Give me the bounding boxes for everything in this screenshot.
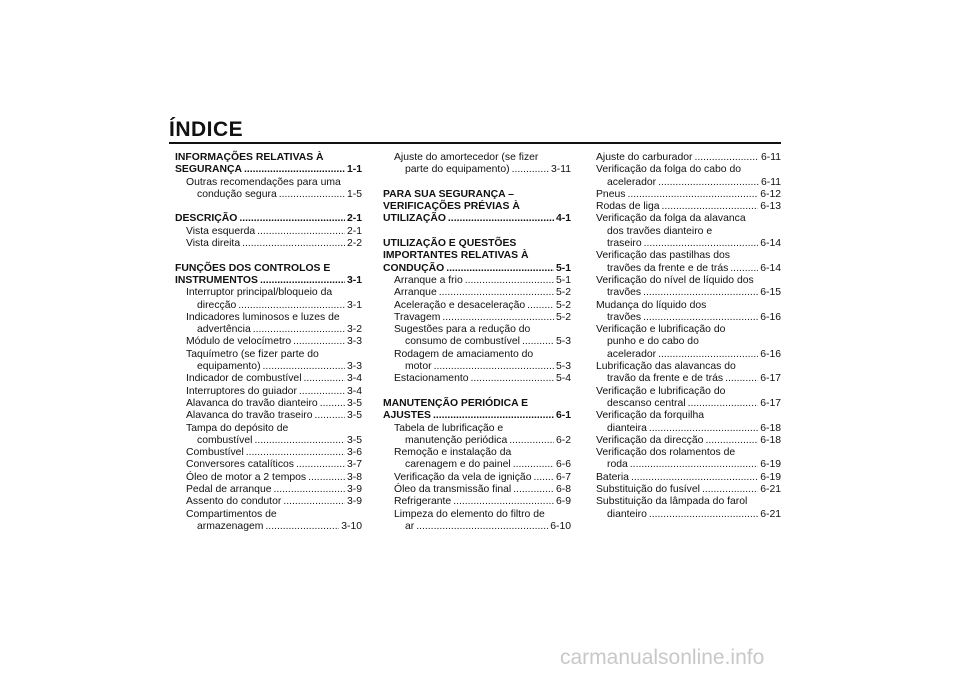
toc-entry-title: carenagem e do painel xyxy=(405,459,511,471)
toc-entry[interactable] xyxy=(383,263,571,275)
toc-entry-title: Verificação da forquilha xyxy=(596,410,705,422)
toc-page-number: 6-18 xyxy=(760,422,781,434)
toc-page-number: 3-4 xyxy=(346,385,362,397)
leader-dots xyxy=(279,189,345,201)
toc-page-number: 6-7 xyxy=(555,471,571,483)
leader-dots xyxy=(649,509,758,521)
toc-entry[interactable] xyxy=(175,484,362,496)
toc-entry[interactable] xyxy=(596,398,781,410)
toc-entry-title: Arranque a frio xyxy=(394,274,463,286)
toc-entry-title: motor xyxy=(405,361,432,373)
leader-dots xyxy=(254,435,345,447)
toc-entry[interactable] xyxy=(596,152,781,164)
leader-dots xyxy=(293,336,345,348)
toc-entry[interactable] xyxy=(175,164,362,176)
toc-entry[interactable] xyxy=(175,386,362,398)
toc-entry-title: advertência xyxy=(197,324,251,336)
toc-entry-title: travão da frente e de trás xyxy=(607,373,724,385)
toc-page-number: 2-1 xyxy=(346,213,362,225)
toc-entry[interactable] xyxy=(596,238,781,250)
leader-dots xyxy=(725,373,758,385)
toc-entry-title: Alavanca do travão dianteiro xyxy=(186,397,318,409)
toc-entry-title: Óleo de motor a 2 tempos xyxy=(186,471,307,483)
toc-entry[interactable] xyxy=(383,164,571,176)
toc-entry-title: CONDUÇÃO xyxy=(383,262,445,274)
toc-page-number: 1-5 xyxy=(346,188,362,200)
toc-column-2 xyxy=(383,152,571,533)
leader-dots xyxy=(694,152,759,164)
toc-entry[interactable] xyxy=(175,300,362,312)
toc-entry[interactable] xyxy=(175,189,362,201)
toc-entry[interactable] xyxy=(383,435,571,447)
leader-dots xyxy=(533,472,553,484)
toc-entry[interactable] xyxy=(596,472,781,484)
leader-dots xyxy=(522,336,554,348)
toc-entry-title: Outras recomendações para uma xyxy=(186,176,341,188)
leader-dots xyxy=(257,226,345,238)
toc-entry-title: armazenagem xyxy=(197,520,264,532)
toc-entry[interactable] xyxy=(383,287,571,299)
toc-page-number: 5-1 xyxy=(555,274,571,286)
toc-entry[interactable] xyxy=(383,459,571,471)
toc-entry[interactable] xyxy=(596,373,781,385)
toc-entry[interactable] xyxy=(383,410,571,422)
toc-entry-title: Interruptores do guiador xyxy=(186,385,297,397)
toc-page-number: 6-21 xyxy=(760,508,781,520)
toc-entry-title: roda xyxy=(607,459,628,471)
toc-entry-title: AJUSTES xyxy=(383,410,431,422)
leader-dots xyxy=(649,423,758,435)
toc-entry-title: direcção xyxy=(197,299,237,311)
toc-page-number: 6-15 xyxy=(760,287,781,299)
toc-entry-title: SEGURANÇA xyxy=(175,164,242,176)
leader-dots xyxy=(643,312,758,324)
toc-page-number: 6-19 xyxy=(760,459,781,471)
toc-entry[interactable] xyxy=(175,361,362,373)
toc-entry-title: Verificação do nível de líquido dos xyxy=(596,274,754,286)
toc-entry-title: Ajuste do carburador xyxy=(596,152,693,163)
leader-dots xyxy=(442,312,554,324)
leader-dots xyxy=(244,164,345,176)
toc-entry-title: Sugestões para a redução do xyxy=(394,324,531,336)
toc-entry[interactable] xyxy=(175,373,362,385)
leader-dots xyxy=(509,435,554,447)
leader-dots xyxy=(274,484,345,496)
toc-entry-title: Ajuste do amortecedor (se fizer xyxy=(394,152,539,163)
leader-dots xyxy=(416,521,548,533)
leader-dots xyxy=(643,287,758,299)
toc-page-number: 6-10 xyxy=(550,520,571,532)
toc-entry[interactable] xyxy=(175,410,362,422)
toc-entry-title: Combustível xyxy=(186,447,244,459)
toc-page-number: 3-5 xyxy=(346,410,362,422)
toc-entry[interactable] xyxy=(383,213,571,225)
toc-entry-title: descanso central xyxy=(607,397,686,409)
leader-dots xyxy=(253,324,345,336)
toc-entry-title: parte do equipamento) xyxy=(405,164,510,176)
toc-page-number: 6-6 xyxy=(555,459,571,471)
leader-dots xyxy=(705,435,758,447)
leader-dots xyxy=(471,373,554,385)
toc-entry-title: acelerador xyxy=(607,176,657,188)
toc-entry[interactable] xyxy=(175,336,362,348)
toc-entry-title: dianteiro xyxy=(607,508,647,520)
leader-dots xyxy=(239,213,345,225)
toc-heading: UTILIZAÇÃO E QUESTÕES xyxy=(383,238,517,250)
toc-entry-title: Mudança do líquido dos xyxy=(596,299,707,311)
toc-entry-title: acelerador xyxy=(607,348,657,360)
toc-entry-title: Travagem xyxy=(394,311,441,323)
toc-entry[interactable] xyxy=(383,521,571,533)
toc-page-number: 3-11 xyxy=(550,164,571,176)
toc-page-number: 6-2 xyxy=(555,434,571,446)
toc-page-number: 3-1 xyxy=(346,299,362,311)
toc-heading: PARA SUA SEGURANÇA – xyxy=(383,188,514,200)
toc-entry-title: INSTRUMENTOS xyxy=(175,274,258,286)
toc-entry[interactable] xyxy=(596,312,781,324)
toc-page-number: 3-3 xyxy=(346,361,362,373)
toc-entry-title: condução segura xyxy=(197,188,277,200)
toc-page-number: 6-17 xyxy=(760,397,781,409)
toc-entry[interactable] xyxy=(175,238,362,250)
toc-entry-title: Interruptor principal/bloqueio da xyxy=(186,287,333,299)
toc-entry-title: Rodas de liga xyxy=(596,201,660,213)
toc-page-number: 3-1 xyxy=(346,274,362,286)
leader-dots xyxy=(627,189,758,201)
toc-entry-title: Conversores catalíticos xyxy=(186,459,294,471)
toc-entry-title: Tampa do depósito de xyxy=(186,422,289,434)
toc-page-number: 3-10 xyxy=(341,520,362,532)
toc-page-number: 3-4 xyxy=(346,373,362,385)
toc-entry-title: Vista direita xyxy=(186,238,241,250)
leader-dots xyxy=(702,484,758,496)
toc-entry-title: Óleo da transmissão final xyxy=(394,484,512,496)
toc-entry[interactable] xyxy=(596,484,781,496)
toc-page-number: 6-9 xyxy=(555,496,571,508)
toc-page-number: 6-11 xyxy=(760,176,781,188)
toc-entry[interactable] xyxy=(596,189,781,201)
toc-page-number: 2-2 xyxy=(346,238,362,250)
toc-entry[interactable] xyxy=(383,373,571,385)
toc-entry-title: Bateria xyxy=(596,471,629,483)
toc-heading: FUNÇÕES DOS CONTROLOS E xyxy=(175,262,331,274)
toc-page-number: 3-5 xyxy=(346,434,362,446)
toc-entry-title: Aceleração e desaceleração xyxy=(394,299,526,311)
leader-dots xyxy=(512,164,549,176)
leader-dots xyxy=(658,177,759,189)
toc-entry[interactable] xyxy=(383,275,571,287)
leader-dots xyxy=(433,410,554,422)
leader-dots xyxy=(465,275,554,287)
toc-entry-title: equipamento) xyxy=(197,361,261,373)
watermark-text: carmanualsonline.info xyxy=(560,646,765,669)
toc-page-number: 6-16 xyxy=(760,348,781,360)
toc-entry-title: Substituição da lâmpada do farol xyxy=(596,496,748,508)
toc-entry-title: Arranque xyxy=(394,287,437,299)
toc-entry-title: DESCRIÇÃO xyxy=(175,213,238,225)
toc-entry[interactable] xyxy=(383,336,571,348)
toc-entry-title: Compartimentos de xyxy=(186,508,277,520)
leader-dots xyxy=(296,459,345,471)
leader-dots xyxy=(446,263,554,275)
toc-entry-title: Indicador de combustível xyxy=(186,373,302,385)
toc-entry[interactable] xyxy=(175,472,362,484)
toc-page-number: 4-1 xyxy=(555,213,571,225)
toc-entry[interactable] xyxy=(596,435,781,447)
toc-entry-title: Assento do condutor xyxy=(186,496,282,508)
toc-entry[interactable] xyxy=(596,263,781,275)
toc-entry-title: Verificação das pastilhas dos xyxy=(596,250,731,262)
toc-entry-title: Verificação da folga da alavanca xyxy=(596,213,746,225)
toc-entry[interactable] xyxy=(175,213,362,225)
leader-dots xyxy=(658,349,758,361)
toc-entry-title: travões xyxy=(607,311,642,323)
toc-entry-title: Estacionamento xyxy=(394,373,469,385)
toc-entry-title: UTILIZAÇÃO xyxy=(383,213,446,225)
toc-entry-title: Indicadores luminosos e luzes de xyxy=(186,311,340,323)
toc-entry[interactable] xyxy=(596,287,781,299)
leader-dots xyxy=(439,287,554,299)
toc-entry-title: combustível xyxy=(197,434,253,446)
toc-entry-title: punho e do cabo do xyxy=(607,336,699,348)
toc-entry[interactable] xyxy=(175,324,362,336)
toc-page-number: 5-2 xyxy=(555,311,571,323)
leader-dots xyxy=(315,410,345,422)
toc-entry-title: Alavanca do travão traseiro xyxy=(186,410,313,422)
toc-entry-title: Refrigerante xyxy=(394,496,452,508)
toc-entry[interactable] xyxy=(175,435,362,447)
leader-dots xyxy=(238,300,345,312)
toc-entry-title: traseiro xyxy=(607,238,642,250)
toc-entry[interactable] xyxy=(383,312,571,324)
leader-dots xyxy=(630,459,758,471)
toc-entry[interactable] xyxy=(596,459,781,471)
toc-entry-title: travões xyxy=(607,287,642,299)
toc-entry-title: consumo de combustível xyxy=(405,336,520,348)
toc-column-1 xyxy=(175,152,362,533)
toc-page-number: 5-1 xyxy=(555,262,571,274)
toc-page-number: 5-2 xyxy=(555,287,571,299)
toc-page-number: 6-21 xyxy=(760,484,781,496)
leader-dots xyxy=(448,213,554,225)
leader-dots xyxy=(662,201,759,213)
toc-entry[interactable] xyxy=(596,509,781,521)
toc-page-number: 3-8 xyxy=(346,471,362,483)
toc-page-number: 6-19 xyxy=(760,471,781,483)
toc-entry[interactable] xyxy=(175,447,362,459)
toc-entry-title: Rodagem de amaciamento do xyxy=(394,348,534,360)
toc-entry-title: dianteira xyxy=(607,422,647,434)
leader-dots xyxy=(304,373,345,385)
toc-entry[interactable] xyxy=(175,496,362,508)
leader-dots xyxy=(265,521,339,533)
leader-dots xyxy=(453,496,554,508)
toc-entry[interactable] xyxy=(383,300,571,312)
toc-entry-title: travões da frente e de trás xyxy=(607,262,729,274)
toc-page-number: 3-5 xyxy=(346,397,362,409)
toc-entry[interactable] xyxy=(175,459,362,471)
toc-heading: IMPORTANTES RELATIVAS À xyxy=(383,250,529,262)
leader-dots xyxy=(283,496,345,508)
toc-entry-title: Módulo de velocímetro xyxy=(186,336,292,348)
toc-entry-title: Verificação da vela de ignição xyxy=(394,471,532,483)
toc-page-number: 3-6 xyxy=(346,447,362,459)
toc-column-3 xyxy=(596,152,781,521)
toc-entry-title: manutenção periódica xyxy=(405,434,508,446)
toc-entry-title: Pneus xyxy=(596,188,626,200)
toc-page-number: 6-13 xyxy=(760,201,781,213)
toc-page-number: 5-3 xyxy=(555,361,571,373)
toc-entry-title: Pedal de arranque xyxy=(186,484,272,496)
toc-entry-title: dos travões dianteiro e xyxy=(607,225,713,237)
toc-page-number: 5-4 xyxy=(555,373,571,385)
toc-entry-title: Substituição do fusível xyxy=(596,484,700,496)
title-rule xyxy=(169,142,781,144)
leader-dots xyxy=(320,398,345,410)
toc-entry[interactable] xyxy=(596,423,781,435)
toc-page-number: 6-14 xyxy=(760,238,781,250)
toc-page-number: 6-1 xyxy=(555,410,571,422)
toc-entry[interactable] xyxy=(596,177,781,189)
toc-entry-title: Vista esquerda xyxy=(186,225,256,237)
toc-page-number: 6-8 xyxy=(555,484,571,496)
leader-dots xyxy=(513,459,554,471)
toc-page-number: 2-1 xyxy=(346,225,362,237)
toc-entry-title: Tabela de lubrificação e xyxy=(394,422,504,434)
leader-dots xyxy=(299,386,345,398)
leader-dots xyxy=(263,361,345,373)
leader-dots xyxy=(688,398,759,410)
toc-heading: INFORMAÇÕES RELATIVAS À xyxy=(175,152,324,163)
toc-page-number: 5-3 xyxy=(555,336,571,348)
toc-entry[interactable] xyxy=(383,361,571,373)
toc-entry-title: Verificação da folga do cabo do xyxy=(596,164,741,176)
toc-entry-title: Verificação e lubrificação do xyxy=(596,324,726,336)
toc-heading: MANUTENÇÃO PERIÓDICA E xyxy=(383,397,529,409)
toc-entry[interactable] xyxy=(383,496,571,508)
toc-page-number: 3-3 xyxy=(346,336,362,348)
leader-dots xyxy=(527,300,554,312)
leader-dots xyxy=(246,447,345,459)
toc-entry-title: Verificação da direcção xyxy=(596,434,704,446)
toc-entry[interactable] xyxy=(596,349,781,361)
leader-dots xyxy=(730,263,758,275)
toc-page-number: 6-18 xyxy=(760,434,781,446)
toc-entry-title: Limpeza do elemento do filtro de xyxy=(394,508,545,520)
toc-entry-title: Verificação dos rolamentos de xyxy=(596,447,736,459)
toc-entry[interactable] xyxy=(175,521,362,533)
toc-entry-title: ar xyxy=(405,520,415,532)
toc-entry-title: Remoção e instalação da xyxy=(394,447,512,459)
toc-entry[interactable] xyxy=(383,472,571,484)
toc-page-number: 6-11 xyxy=(760,152,781,163)
page-title: ÍNDICE xyxy=(169,118,244,141)
toc-page-number: 5-2 xyxy=(555,299,571,311)
toc-entry[interactable] xyxy=(596,201,781,213)
toc-heading: VERIFICAÇÕES PRÉVIAS À xyxy=(383,201,520,213)
toc-entry-title: Taquímetro (se fizer parte do xyxy=(186,348,319,360)
leader-dots xyxy=(242,238,345,250)
leader-dots xyxy=(434,361,554,373)
toc-page-number: 1-1 xyxy=(346,164,362,176)
leader-dots xyxy=(260,275,345,287)
leader-dots xyxy=(513,484,554,496)
toc-page-number: 6-17 xyxy=(760,373,781,385)
toc-page-number: 3-2 xyxy=(346,324,362,336)
toc-entry[interactable] xyxy=(175,275,362,287)
toc-page-number: 3-9 xyxy=(346,484,362,496)
leader-dots xyxy=(631,472,758,484)
toc-page-number: 6-12 xyxy=(760,188,781,200)
toc-entry-title: Verificação e lubrificação do xyxy=(596,385,726,397)
leader-dots xyxy=(644,238,759,250)
toc-entry[interactable] xyxy=(175,398,362,410)
toc-entry[interactable] xyxy=(175,226,362,238)
toc-page-number: 6-14 xyxy=(760,262,781,274)
leader-dots xyxy=(308,472,345,484)
toc-page-number: 6-16 xyxy=(760,311,781,323)
toc-page-number: 3-9 xyxy=(346,496,362,508)
toc-entry-title: Lubrificação das alavancas do xyxy=(596,361,736,373)
toc-page-number: 3-7 xyxy=(346,459,362,471)
toc-entry[interactable] xyxy=(383,484,571,496)
